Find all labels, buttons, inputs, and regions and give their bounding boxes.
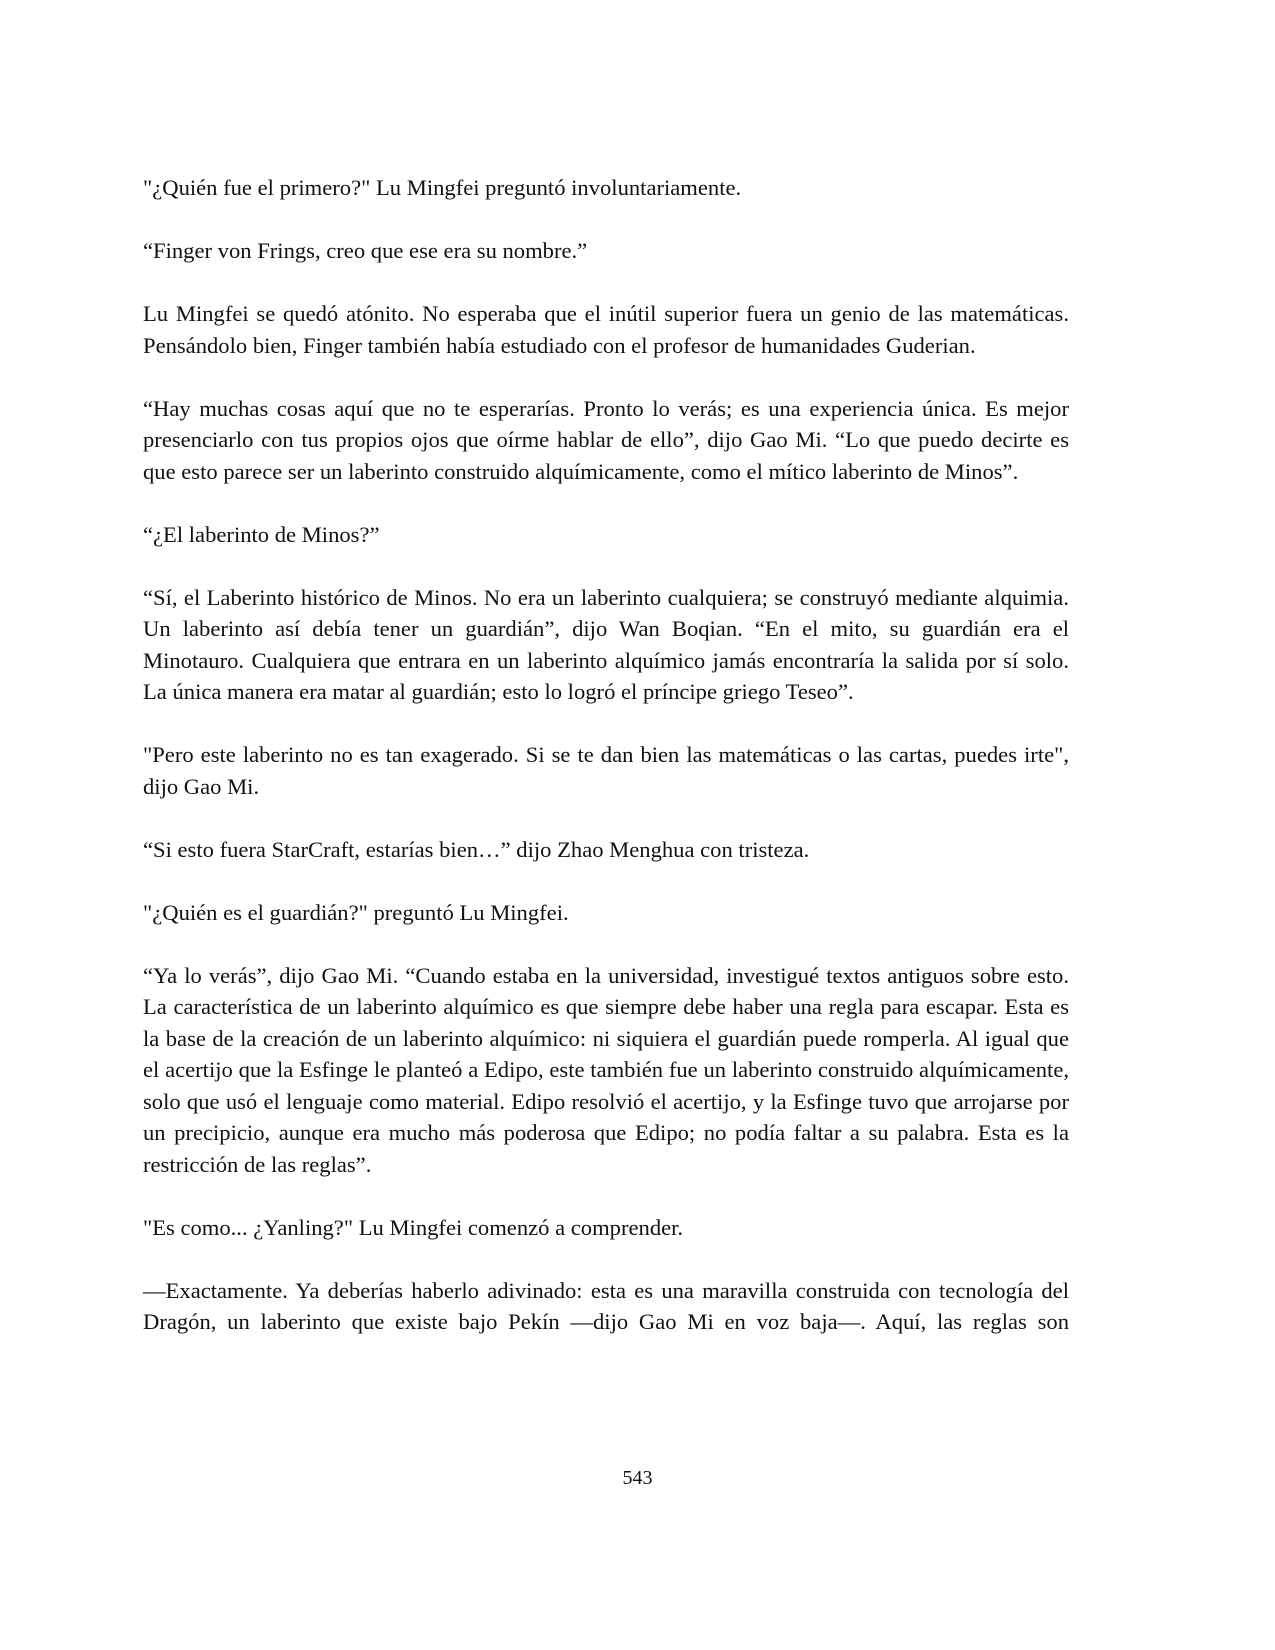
paragraph: “¿El laberinto de Minos?” [143,521,380,547]
paragraph: "Pero este laberinto no es tan exagerado. Si se te dan bien las matemáticas o las cartas, puedes irte", dijo Gao Mi. [143,742,1069,799]
paragraph: —Exactamente. Ya deberías haberlo adivinado: esta es una maravilla construida con tecnología del Dragón, un laberinto que existe bajo Pekín —dijo Gao Mi en voz baja—. Aquí, las reglas son [143,1277,1069,1334]
paragraph: “Ya lo verás”, dijo Gao Mi. “Cuando estaba en la universidad, investigué textos antiguos sobre esto. La característica de un laberinto alquímico es que siempre debe haber una regla para escapar. Esta es la base de la creación de un laberinto alquímico: ni siquiera el guardián puede romperla. Al igual que el acertijo que la Esfinge le planteó a Edipo, este también fue un laberinto construido alquímicamente, solo que usó el lenguaje como material. Edipo resolvió el acertijo, y la Esfinge tuvo que arrojarse por un precipicio, aunque era mucho más poderosa que Edipo; no podía faltar a su palabra. Esta es la restricción de las reglas”. [143,962,1069,1177]
paragraph: "¿Quién fue el primero?" Lu Mingfei preguntó involuntariamente. [143,175,742,200]
paragraph: “Sí, el Laberinto histórico de Minos. No era un laberinto cualquiera; se construyó mediante alquimia. Un laberinto así debía tener un guardián”, dijo Wan Boqian. “En el mito, su guardián era el Minotauro. Cualquiera que entrara en un laberinto alquímico jamás encontraría la salida por sí solo. La única manera era matar al guardián; esto lo logró el príncipe griego Teseo”. [143,584,1069,704]
paragraph: “Finger von Frings, creo que ese era su nombre.” [143,238,588,263]
paragraph: “Hay muchas cosas aquí que no te esperarías. Pronto lo verás; es una experiencia única. Es mejor presenciarlo con tus propios ojos que oírme hablar de ello”, dijo Gao Mi. “Lo que puedo decirte es que esto parece ser un laberinto construido alquímicamente, como el mítico laberinto de Minos”. [143,395,1069,484]
paragraph: "¿Quién es el guardián?" preguntó Lu Mingfei. [143,899,569,925]
paragraph: Lu Mingfei se quedó atónito. No esperaba que el inútil superior fuera un genio de las matemáticas. Pensándolo bien, Finger también había estudiado con el profesor de humanidades Guderian. [143,301,1069,358]
paragraph: "Es como... ¿Yanling?" Lu Mingfei comenzó a comprender. [143,1214,684,1240]
paragraph: “Si esto fuera StarCraft, estarías bien…” dijo Zhao Menghua con tristeza. [143,836,810,862]
page-body [143,172,1069,1369]
page-number: 543 [622,1467,653,1489]
